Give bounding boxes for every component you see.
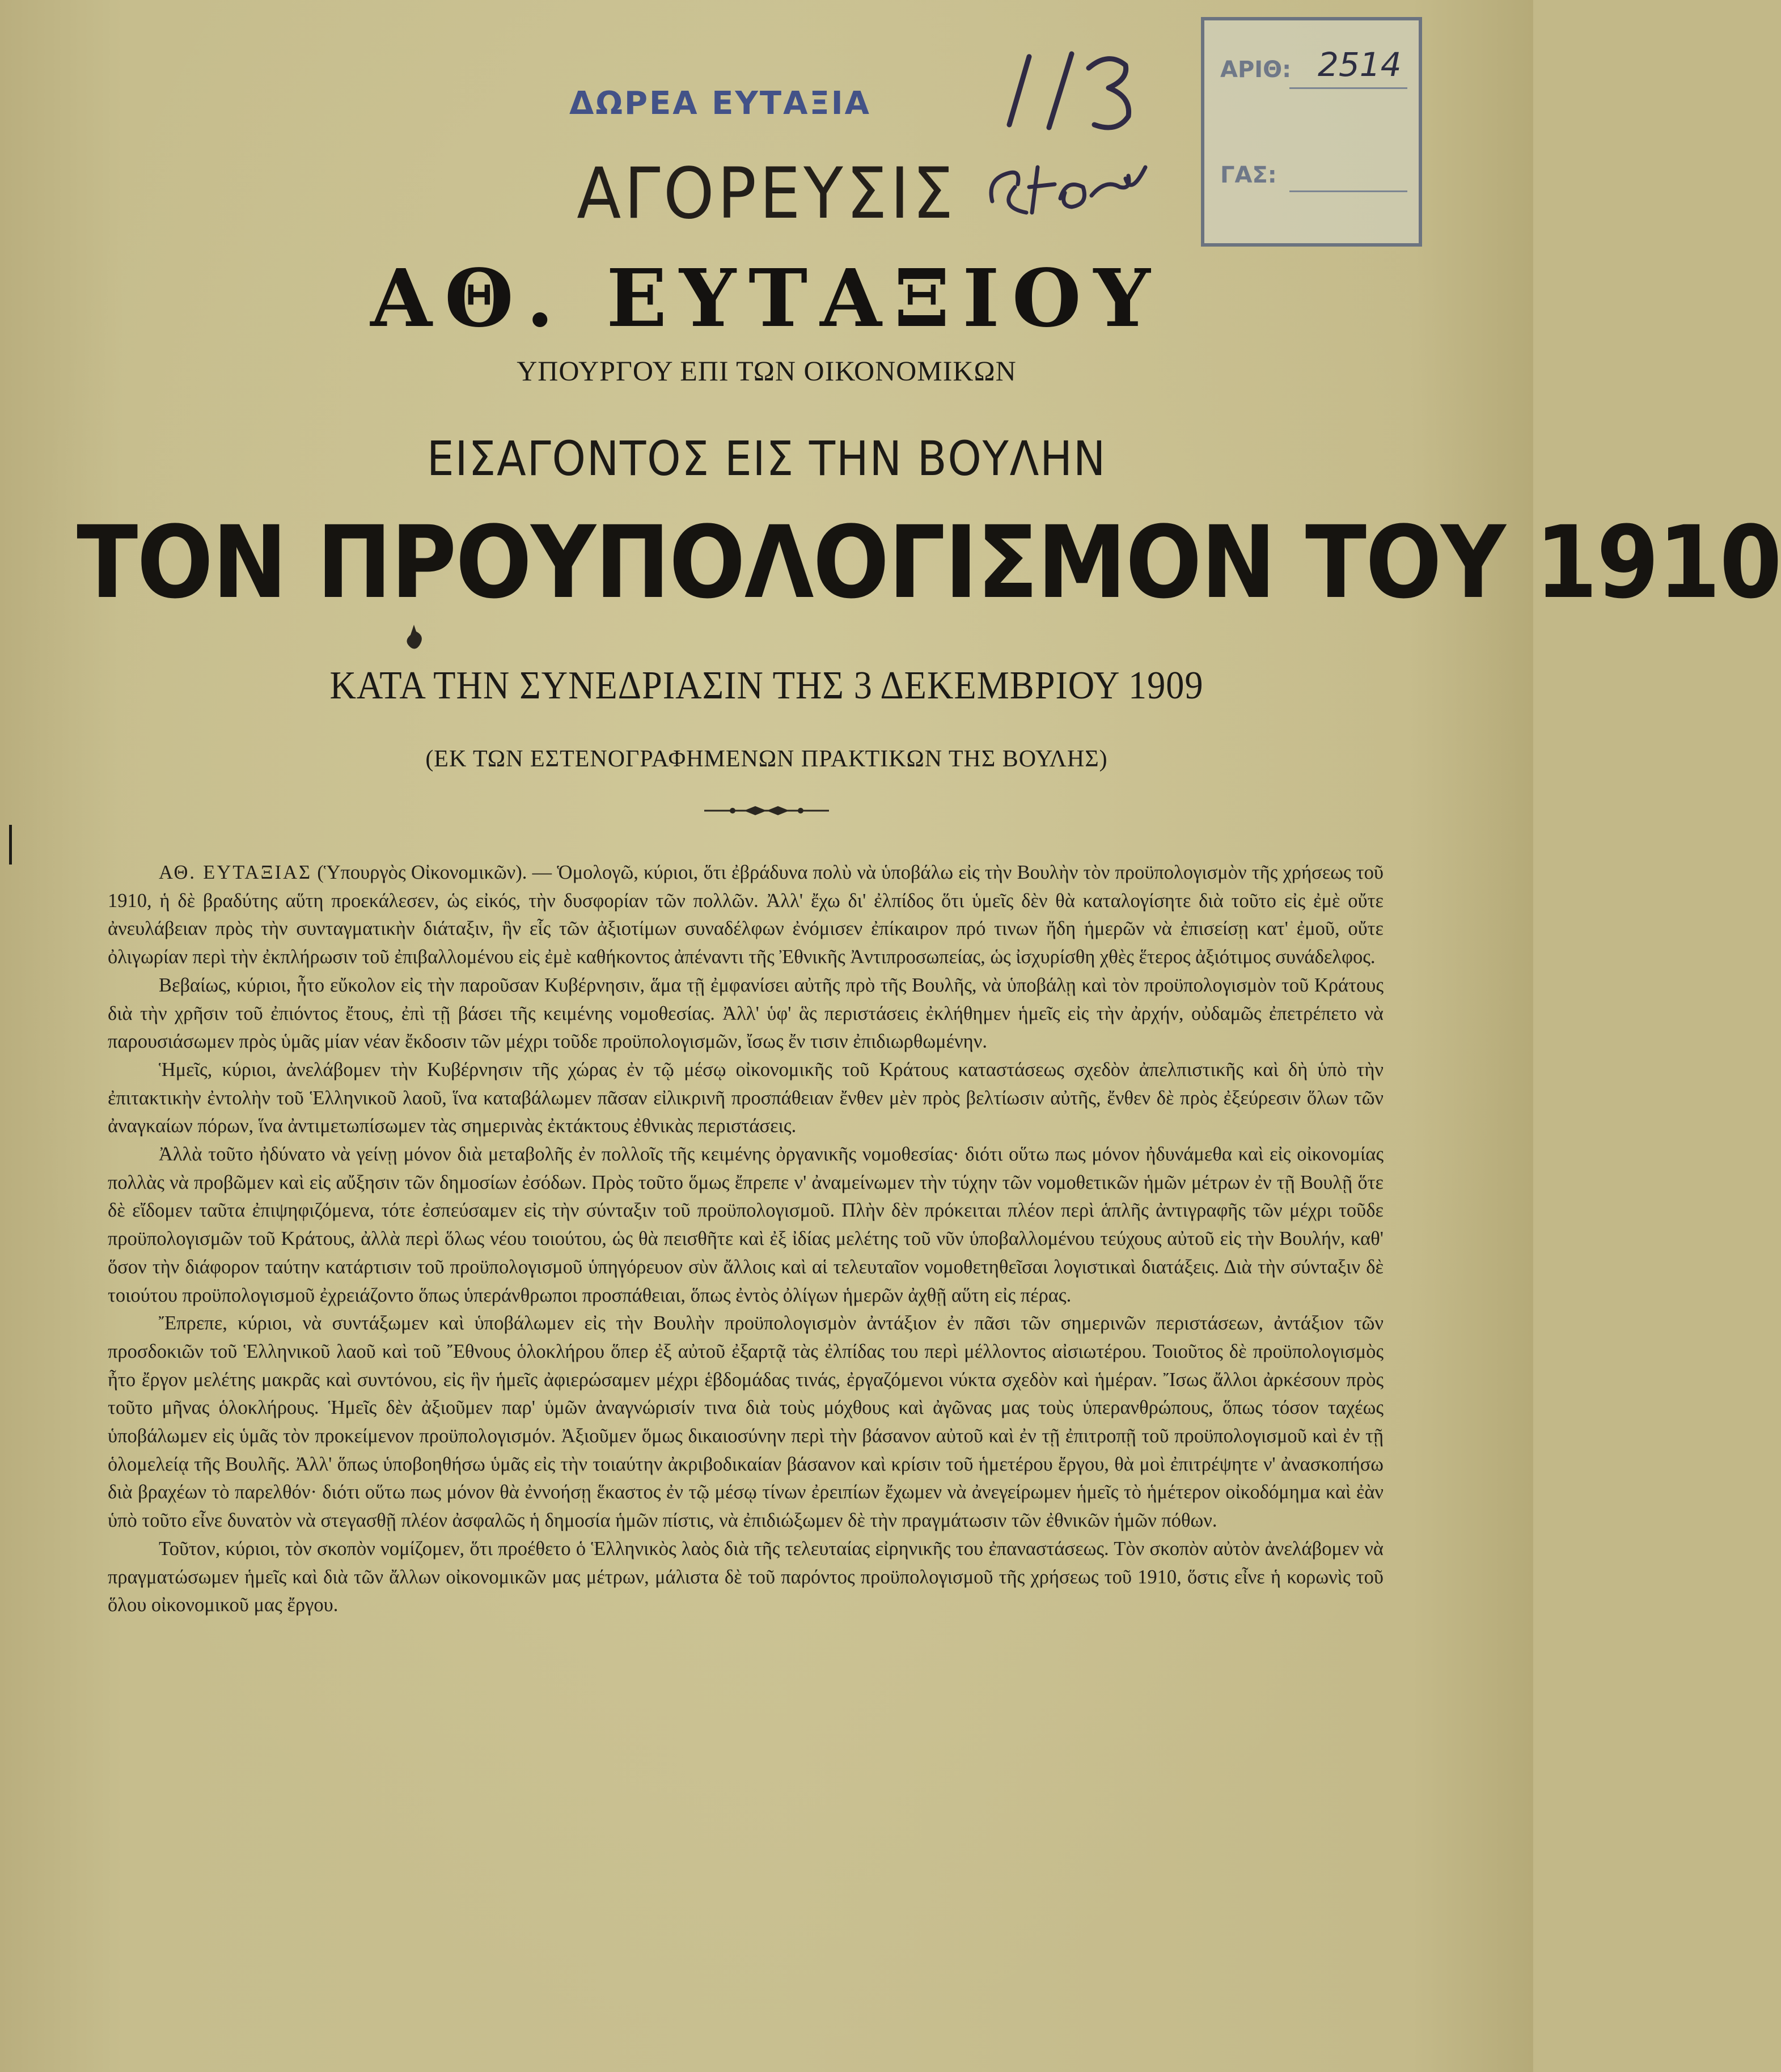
body-paragraph-1 bbox=[108, 859, 1384, 972]
handwritten-catalog-number bbox=[987, 34, 1157, 147]
speech-body bbox=[108, 859, 1384, 1620]
speaker-role: ΥΠΟΥΡΓΟΥ ΕΠΙ ΤΩΝ ΟΙΚΟΝΟΜΙΚΩΝ bbox=[517, 355, 1017, 387]
donation-stamp: ΔΩΡΕΑ ΕΥΤΑΞΙΑ bbox=[569, 85, 871, 122]
body-paragraph-5: Ἔπρεπε, κύριοι, νὰ συντάξωμεν καὶ ὑποβάλωμεν εἰς τὴν Βουλὴν προϋπολογισμὸν ἀντάξιον ἐν πᾶσι τῶν σημερινῶν περιστάσεων, ἀντάξιον τῶν προσδοκιῶν τοῦ Ἑλληνικοῦ λαοῦ καὶ τοῦ Ἔθνους ὁλοκλήρου ὅπερ ἐξ αὐτοῦ ἐξαρτᾷ τὰς ἐλπίδας του περὶ μέλλοντος αἰσιωτέρου. Τοιοῦτος δὲ προϋπολογισμὸς ἦτο ἔργον μελέτης μακρᾶς καὶ συντόνου, εἰς ἣν ἡμεῖς ἀφιερώσαμεν μέχρι ἑβδομάδας τινάς, ἐργαζόμενοι νύκτα σχεδὸν καὶ ἡμέραν. Ἴσως ἄλλοι ἀρκέσουν πρὸς τοῦτο μῆνας ὁλοκλήρους. Ἡμεῖς δὲν ἀξιοῦμεν παρ' ὑμῶν ἀναγνώρισίν τινα διὰ τοὺς μόχθους καὶ ἀγῶνας μας τοὺς ὑπερανθρώπους, ὅπως τόσον ταχέως ὑποβάλωμεν εἰς ὑμᾶς τὸν προκείμενον προϋπολογισμόν. Ἀξιοῦμεν ὅμως δικαιοσύνην περὶ τὴν βάσανον αὐτοῦ καὶ ἐν τῇ ἐπιτροπῇ τοῦ προϋπολογισμοῦ καὶ ἐν τῇ ὁλομελείᾳ τῆς Βουλῆς. Ἀλλ' ὅπως ὑποβοηθήσω ὑμᾶς εἰς τὴν τοιαύτην ἀκριβοδικαίαν βάσανον καὶ κρίσιν τοῦ ἡμετέρου ἔργου, θὰ μοὶ ἐπιτρέψητε ν' ἀνασκοπήσω διὰ βραχέων τὸ παρελθόν· διότι οὕτω πως μόνον θὰ ἐννοήσῃ ἕκαστος ἐν τῷ μέσῳ τίνων ἐρειπίων ἔχωμεν νὰ ἀνεγείρωμεν ἡμεῖς τὸ ἡμέτερον οἰκοδόμημα καὶ ἐὰν ὑπὸ τοῦτο εἶνε δυνατὸν νὰ στεγασθῇ πλέον ἀσφαλῶς ἡ δημοσία ἡμῶν πίστις, νὰ ἐπιδιώξωμεν δὲ τὴν πραγμάτωσιν τῶν ἐθνικῶν ἡμῶν πόθων. bbox=[108, 1312, 1384, 1532]
body-paragraph-2: Βεβαίως, κύριοι, ἦτο εὔκολον εἰς τὴν παροῦσαν Κυβέρνησιν, ἅμα τῇ ἐμφανίσει αὐτῆς πρὸ τῆς Βουλῆς, νὰ ὑποβάλῃ καὶ τὸν προϋπολογισμὸν τοῦ Κράτους διὰ τὴν χρῆσιν τοῦ ἐπιόντος ἔτους, ἐπὶ τῇ βάσει τῆς κειμένης νομοθεσίας. Ἀλλ' ὑφ' ἃς περιστάσεις ἐκλήθημεν ἡμεῖς εἰς τὴν ἀρχήν, οὐδαμῶς ἐπετρέπετο νὰ παρουσιάσωμεν πρὸς ὑμᾶς μίαν νέαν ἔκδοσιν τῶν μέχρι τοῦδε προϋπολογισμῶν, ἴσως ἔν τισιν ἐπιδιωρθωμένην. bbox=[108, 974, 1384, 1053]
speaker-name: ΑΘ. ΕΥΤΑΞΙΟΥ bbox=[370, 252, 1163, 345]
archive-ref-rule bbox=[1289, 87, 1407, 89]
document-title: ΑΓΟΡΕΥΣΙΣ bbox=[577, 153, 957, 235]
margin-mark bbox=[6, 825, 16, 865]
ink-blot bbox=[403, 624, 428, 653]
archive-ref-label: ΑΡΙΘ: bbox=[1220, 57, 1292, 83]
ornamental-divider bbox=[699, 804, 835, 817]
introducing-line: ΕΙΣΑΓΟΝΤΟΣ ΕΙΣ ΤΗΝ ΒΟΥΛΗΝ bbox=[426, 431, 1107, 486]
body-paragraph-4: Ἀλλὰ τοῦτο ἠδύνατο νὰ γείνῃ μόνον διὰ μεταβολῆς ἐν πολλοῖς τῆς κειμένης ὀργανικῆς νομοθεσίας· διότι οὕτω πως μόνον ἠδυνάμεθα καὶ εἰς οἰκονομίας πολλὰς νὰ προβῶμεν καὶ εἰς αὔξησιν τῶν δημοσίων ἐσόδων. Πρὸς τοῦτο ὅμως ἔπρεπε ν' ἀναμείνωμεν τὴν τύχην τῶν νομοθετικῶν ἡμῶν μέτρων ἐν τῇ Βουλῇ ὅτε δὲ εἴδομεν ταῦτα ἐπιψηφιζόμενα, τότε ἐσπεύσαμεν εἰς τὴν σύνταξιν τοῦ προϋπολογισμοῦ. Πλὴν δὲν πρόκειται πλέον περὶ ἁπλῆς ἀντιγραφῆς τῶν μέχρι τοῦδε προϋπολογισμῶν τοῦ Κράτους, ἀλλὰ περὶ ὅλως νέου τοιούτου, ὡς θὰ πεισθῆτε καὶ ἐξ ἰδίας μελέτης τοῦ νῦν ὑποβαλλομένου τεύχους αὐτοῦ εἰς τὴν Βουλήν, καθ' ὅσον τὴν διάφορον ταύτην κατάρτισιν τοῦ προϋπολογισμοῦ ὑπηγόρευον σὺν ἄλλοις καὶ αἱ τελευταῖον νομοθετηθεῖσαι λογιστικαὶ διατάξεις. Διὰ τὴν σύνταξιν δὲ τοιούτου προϋπολογισμοῦ ἐχρειάζοντο ὅπως ὑπεράνθρωποι προσπάθειαι, ὅπως ἐντὸς ὀλίγων ἡμερῶν ἀχθῇ αὕτη εἰς πέρας. bbox=[108, 1143, 1384, 1306]
archive-gas-label: ΓΑΣ: bbox=[1220, 162, 1277, 188]
archive-ref-value: 2514 bbox=[1318, 45, 1402, 84]
session-date: ΚΑΤΑ ΤΗΝ ΣΥΝΕΔΡΙΑΣΙΝ ΤΗΣ 3 ΔΕΚΕΜΒΡΙΟΥ 1909 bbox=[329, 664, 1204, 707]
handwritten-number-text: 115 bbox=[992, 41, 1004, 47]
handwritten-abbrev-text: Σταχ. bbox=[981, 140, 997, 146]
body-paragraph-3: Ἡμεῖς, κύριοι, ἀνελάβομεν τὴν Κυβέρνησιν τῆς χώρας ἐν τῷ μέσῳ οἰκονομικῆς τοῦ Κράτους καταστάσεως σχεδὸν ἀπελπιστικῆς καὶ δὴ ὑπὸ τὴν ἐπιτακτικὴν ἐντολὴν τοῦ Ἑλληνικοῦ λαοῦ, ἵνα καταβάλωμεν πᾶσαν εἰλικρινῆ προσπάθειαν ἔνθεν μὲν πρὸς βελτίωσιν αὐτῆς, ἔνθεν δὲ πρὸς ἐξεύρεσιν ὅλων τῶν ἀναγκαίων πόρων, ἵνα ἀντιμετωπίσωμεν τὰς σημερινὰς ἐκτάκτους ἐθνικὰς περιστάσεις. bbox=[108, 1058, 1384, 1137]
budget-title: ΤΟΝ ΠΡΟΥΠΟΛΟΓΙΣΜΟΝ ΤΟΥ 1910 bbox=[77, 505, 1781, 621]
lead-speaker-name: ΑΘ. ΕΥΤΑΞΙΑΣ bbox=[159, 862, 312, 883]
body-paragraph-6: Τοῦτον, κύριοι, τὸν σκοπὸν νομίζομεν, ὅτι προέθετο ὁ Ἑλληνικὸς λαὸς διὰ τῆς τελευταίας εἰρηνικῆς του ἐπαναστάσεως. Τὸν σκοπὸν αὐτὸν ἀνελάβομεν νὰ πραγματώσωμεν ἡμεῖς καὶ διὰ τῶν ἄλλων οἰκονομικῶν μας μέτρων, μάλιστα δὲ τοῦ παρόντος προϋπολογισμοῦ τῆς χρήσεως τοῦ 1910, ὅστις εἶνε ἡ κορωνὶς τοῦ ὅλου οἰκονομικοῦ μας ἔργου. bbox=[108, 1537, 1384, 1616]
source-note: (ΕΚ ΤΩΝ ΕΣΤΕΝΟΓΡΑΦΗΜΕΝΩΝ ΠΡΑΚΤΙΚΩΝ ΤΗΣ ΒΟΥΛΗΣ) bbox=[425, 746, 1108, 772]
body-paragraph-1-text: (Ὑπουργὸς Οἰκονομικῶν). — Ὁμολογῶ, κύριοι, ὅτι ἐβράδυνα πολὺ νὰ ὑποβάλω εἰς τὴν Βουλὴν τὸν προϋπολογισμὸν τῆς χρήσεως τοῦ 1910, ἡ δὲ βραδύτης αὕτη προεκάλεσεν, ὡς εἰκός, τὴν δυσφορίαν τῶν πολλῶν. Ἀλλ' ἔχω δι' ἐλπίδος ὅτι ὑμεῖς δὲν θὰ καταλογίσητε διὰ τοῦτο εἰς ἐμὲ οὔτε ἀνευλάβειαν πρὸς τὴν συνταγματικὴν διάταξιν, ἣν εἷς τῶν ἀξιοτίμων συναδέλφων ἐνόμισεν ἐπίκαιρον πρό τινων ἤδη ἡμερῶν νὰ ἐπισείσῃ κατ' ἐμοῦ, οὔτε ὀλιγωρίαν περὶ τὴν ἐκπλήρωσιν τοῦ ἐπιβαλλομένου εἰς ἐμὲ καθήκοντος ἀπέναντι τῆς Ἐθνικῆς Ἀντιπροσωπείας, ὡς ἰσχυρίσθη χθὲς ἕτερος ἀξιότιμος συνάδελφος. bbox=[108, 862, 1384, 968]
